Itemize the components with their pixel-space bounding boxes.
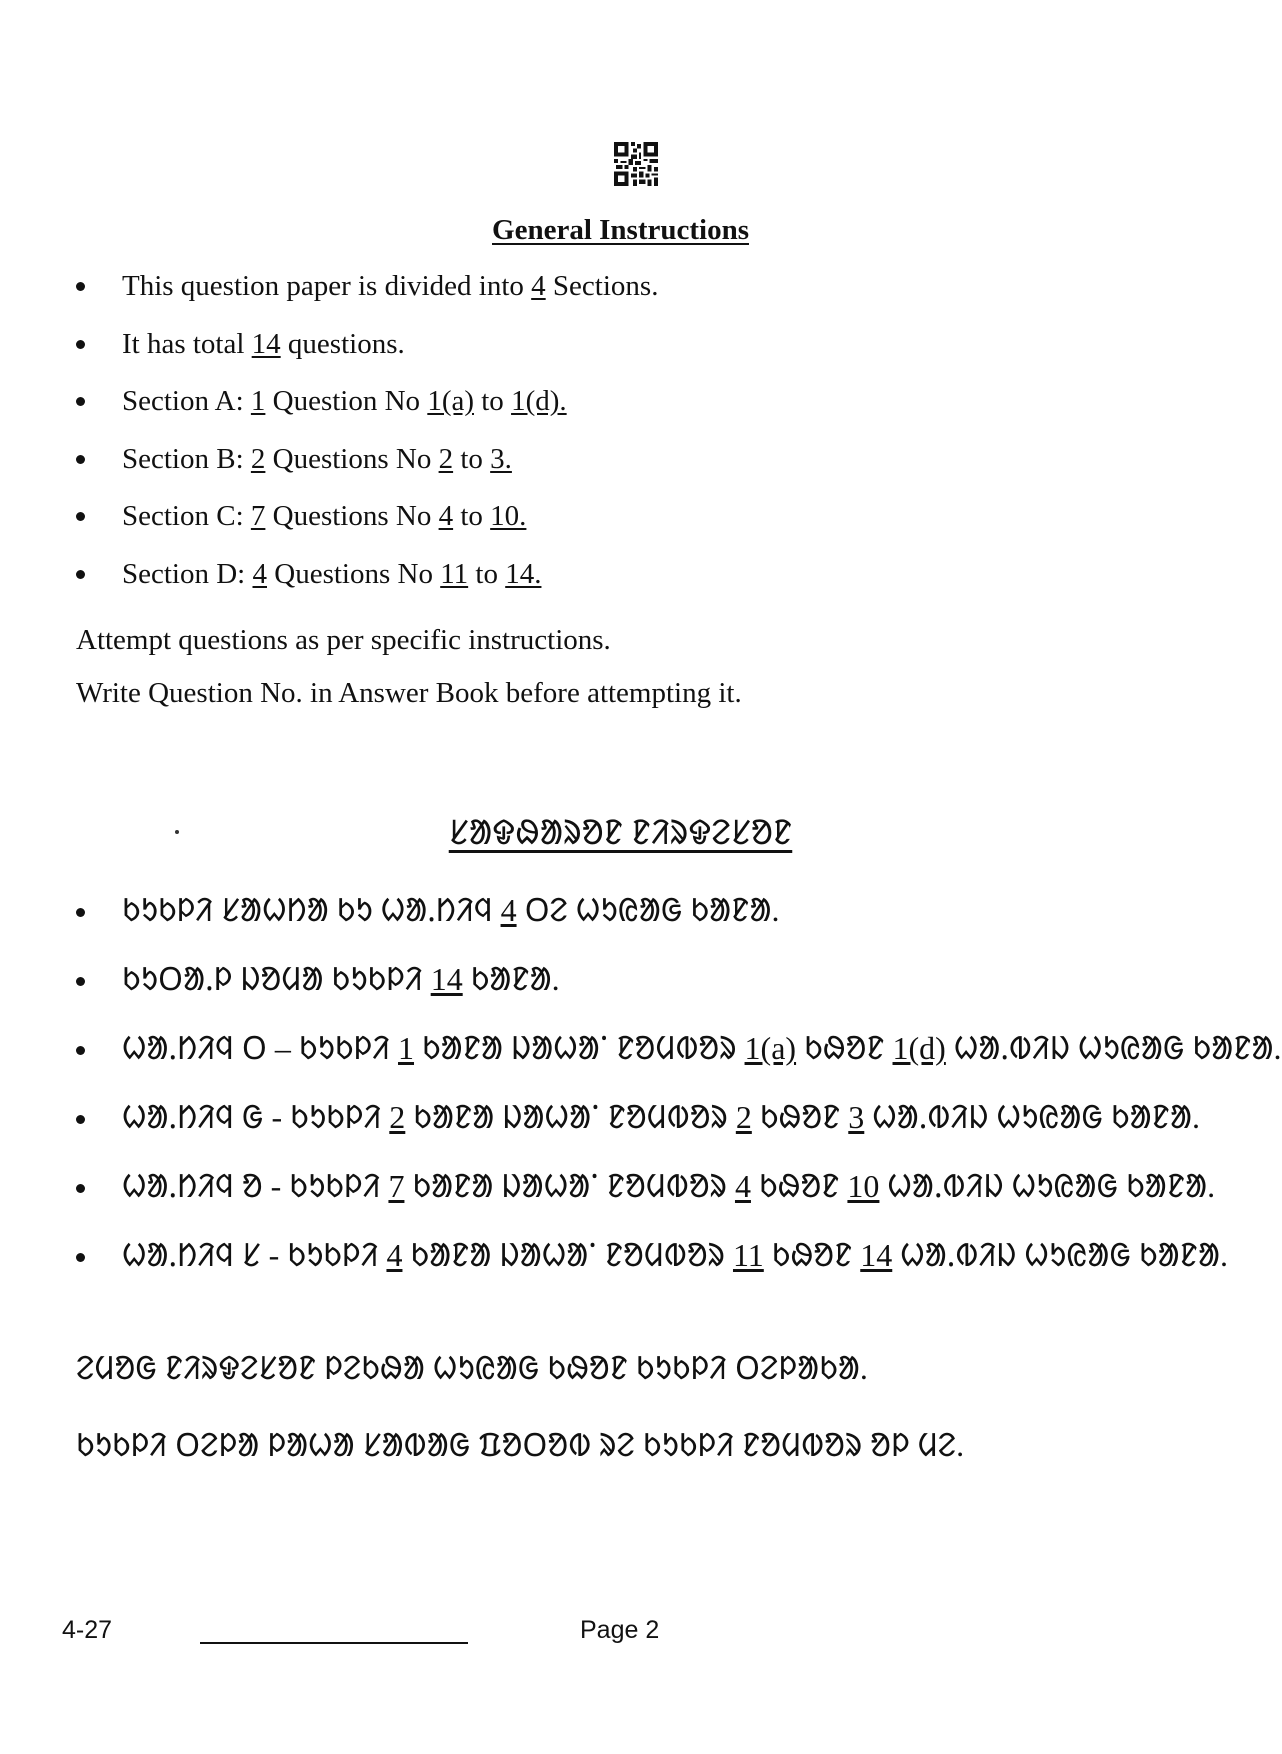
footer-divider <box>200 1642 468 1644</box>
list-item: ᱠᱩᱠᱞᱤ ᱥᱟᱦᱴᱟ ᱠᱩ ᱦᱟᱹᱴᱤᱧ 4 ᱛᱮ ᱦᱩᱭᱟᱜ ᱠᱟᱱᱟ. <box>70 890 1282 959</box>
section-title: General Instructions <box>492 214 749 246</box>
english-instruction-list <box>70 268 658 613</box>
list-item: It has total 14 questions. <box>70 326 658 384</box>
list-item: ᱦᱟᱹᱴᱤᱧ ᱜ - ᱠᱩᱠᱞᱤ 2 ᱠᱟᱱᱟ ᱡᱟᱦᱟᱸ ᱱᱚᱢᱵᱚᱨ 2 ᱠᱷᱚᱱ 3 ᱦᱟᱹᱵᱤᱡ ᱦᱩᱭᱟᱜ ᱠᱟᱱᱟ. <box>70 1097 1282 1166</box>
page-number: Page 2 <box>580 1616 660 1644</box>
paper-code: 4-27 <box>62 1616 113 1644</box>
list-item: ᱦᱟᱹᱴᱤᱧ ᱚ - ᱠᱩᱠᱞᱤ 7 ᱠᱟᱱᱟ ᱡᱟᱦᱟᱸ ᱱᱚᱢᱵᱚᱨ 4 ᱠᱷᱚᱱ 10 ᱦᱟᱹᱵᱤᱡ ᱦᱩᱭᱟᱜ ᱠᱟᱱᱟ. <box>70 1166 1282 1235</box>
list-item: Section A: 1 Question No 1(a) to 1(d). <box>70 383 658 441</box>
instruction-paragraph: Write Question No. in Answer Book before attempting it. <box>76 677 742 709</box>
list-item: ᱦᱟᱹᱴᱤᱧ ᱥ - ᱠᱩᱠᱞᱤ 4 ᱠᱟᱱᱟ ᱡᱟᱦᱟᱸ ᱱᱚᱢᱵᱚᱨ 11 ᱠᱷᱚᱱ 14 ᱦᱟᱹᱵᱤᱡ ᱦᱩᱭᱟᱜ ᱠᱟᱱᱟ. <box>70 1235 1282 1304</box>
instruction-paragraph: Attempt questions as per specific instructions. <box>76 624 611 656</box>
list-item: ᱠᱩᱛᱟᱹᱞ ᱡᱚᱢᱟ ᱠᱩᱠᱞᱤ 14 ᱠᱟᱱᱟ. <box>70 959 1282 1028</box>
list-item: Section B: 2 Questions No 2 to 3. <box>70 441 658 499</box>
list-item: ᱦᱟᱹᱴᱤᱧ ᱛ – ᱠᱩᱠᱞᱤ 1 ᱠᱟᱱᱟ ᱡᱟᱦᱟᱸ ᱱᱚᱢᱵᱚᱨ 1(a) ᱠᱷᱚᱱ 1(d) ᱦᱟᱹᱵᱤᱡ ᱦᱩᱭᱟᱜ ᱠᱟᱱᱟ. <box>70 1028 1282 1097</box>
list-item: This question paper is divided into 4 Sections. <box>70 268 658 326</box>
list-item: Section D: 4 Questions No 11 to 14. <box>70 556 658 614</box>
script-instruction-list <box>70 890 1282 1304</box>
script-section-title: ᱥᱟᱫᱷᱟᱨᱚᱱ ᱱᱤᱨᱫᱮᱥᱚᱱ <box>448 815 793 852</box>
list-item: Section C: 7 Questions No 4 to 10. <box>70 498 658 556</box>
script-paragraph: ᱮᱢᱚᱜ ᱱᱤᱨᱫᱮᱥᱚᱱ ᱞᱮᱠᱷᱟ ᱦᱩᱭᱟᱜ ᱠᱷᱚᱱ ᱠᱩᱠᱞᱤ ᱛᱮᱞᱟᱠᱟ. <box>76 1350 868 1386</box>
script-paragraph: ᱠᱩᱠᱞᱤ ᱛᱮᱞᱟ ᱞᱟᱦᱟ ᱥᱟᱵᱟᱜ ᱯᱚᱛᱚᱵ ᱨᱮ ᱠᱩᱠᱞᱤ ᱱᱚᱢᱵᱚᱨ ᱚᱞ ᱢᱮ. <box>76 1427 965 1463</box>
qr-code-icon <box>614 142 658 186</box>
